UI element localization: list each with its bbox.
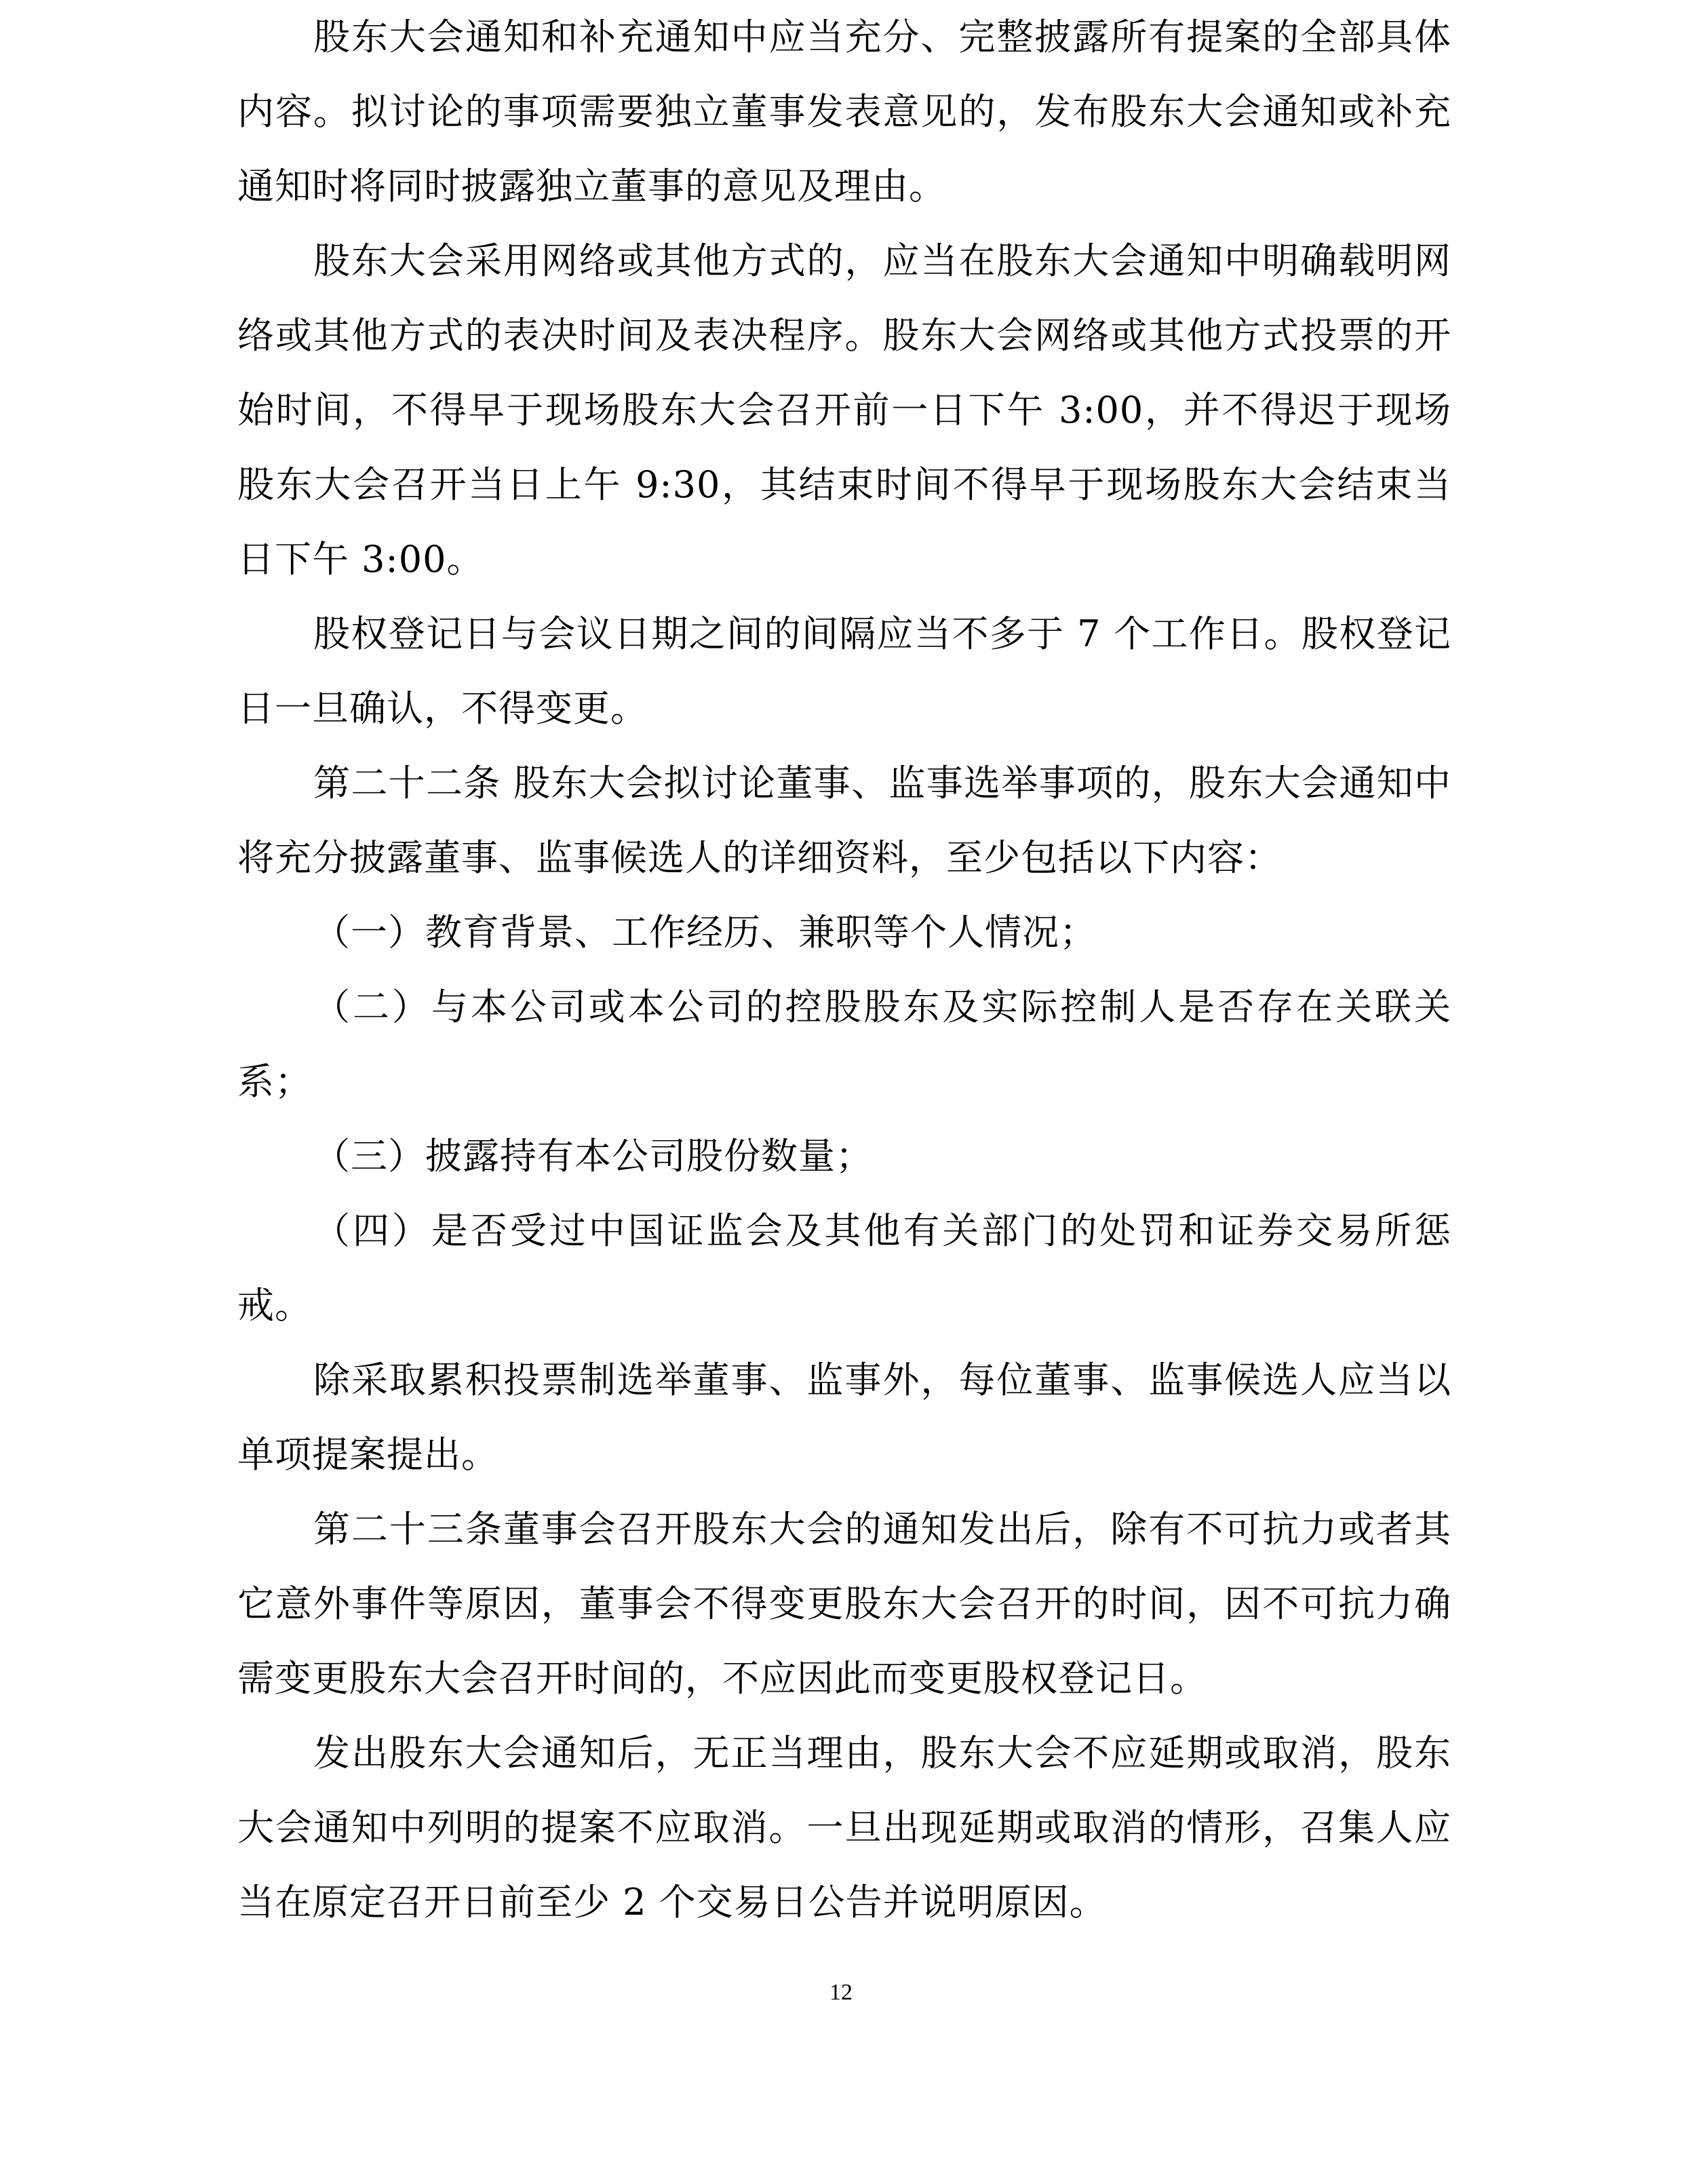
- paragraph-postponement: 发出股东大会通知后，无正当理由，股东大会不应延期或取消，股东大会通知中列明的提案不应取消。一旦出现延期或取消的情形，召集人应当在原定召开日前至少 2 个交易日公告并说明原因。: [237, 1732, 1451, 1924]
- list-item-relationship: （二）与本公司或本公司的控股股东及实际控制人是否存在关联关系；: [237, 986, 1451, 1103]
- paragraph-record-date: 股权登记日与会议日期之间的间隔应当不多于 7 个工作日。股权登记日一旦确认，不得变更。: [237, 612, 1451, 730]
- list-item-shareholding: （三）披露持有本公司股份数量；: [313, 1135, 873, 1177]
- paragraph-article-22: 第二十二条 股东大会拟讨论董事、监事选举事项的，股东大会通知中将充分披露董事、监事候选人的详细资料，至少包括以下内容：: [237, 762, 1451, 879]
- paragraph-online-voting: 股东大会采用网络或其他方式的，应当在股东大会通知中明确载明网络或其他方式的表决时间及表决程序。股东大会网络或其他方式投票的开始时间，不得早于现场股东大会召开前一日下午 3:00，并不得迟于现场股东大会召开当日上午 9:30，其结束时间不得早于现场股东大会结束当日下午 3:00。: [237, 239, 1451, 581]
- page-number: 12: [829, 1980, 853, 2005]
- paragraph-single-proposal: 除采取累积投票制选举董事、监事外，每位董事、监事候选人应当以单项提案提出。: [237, 1359, 1451, 1476]
- paragraph-article-23: 第二十三条董事会召开股东大会的通知发出后，除有不可抗力或者其它意外事件等原因，董事会不得变更股东大会召开的时间，因不可抗力确需变更股东大会召开时间的，不应因此而变更股权登记日。: [237, 1508, 1451, 1700]
- list-item-education: （一）教育背景、工作经历、兼职等个人情况；: [313, 911, 1097, 954]
- body-text: [237, 0, 1451, 1940]
- list-item-penalties: （四）是否受过中国证监会及其他有关部门的处罚和证券交易所惩戒。: [237, 1209, 1451, 1327]
- paragraph-notice-disclosure: 股东大会通知和补充通知中应当充分、完整披露所有提案的全部具体内容。拟讨论的事项需要独立董事发表意见的，发布股东大会通知或补充通知时将同时披露独立董事的意见及理由。: [237, 16, 1451, 208]
